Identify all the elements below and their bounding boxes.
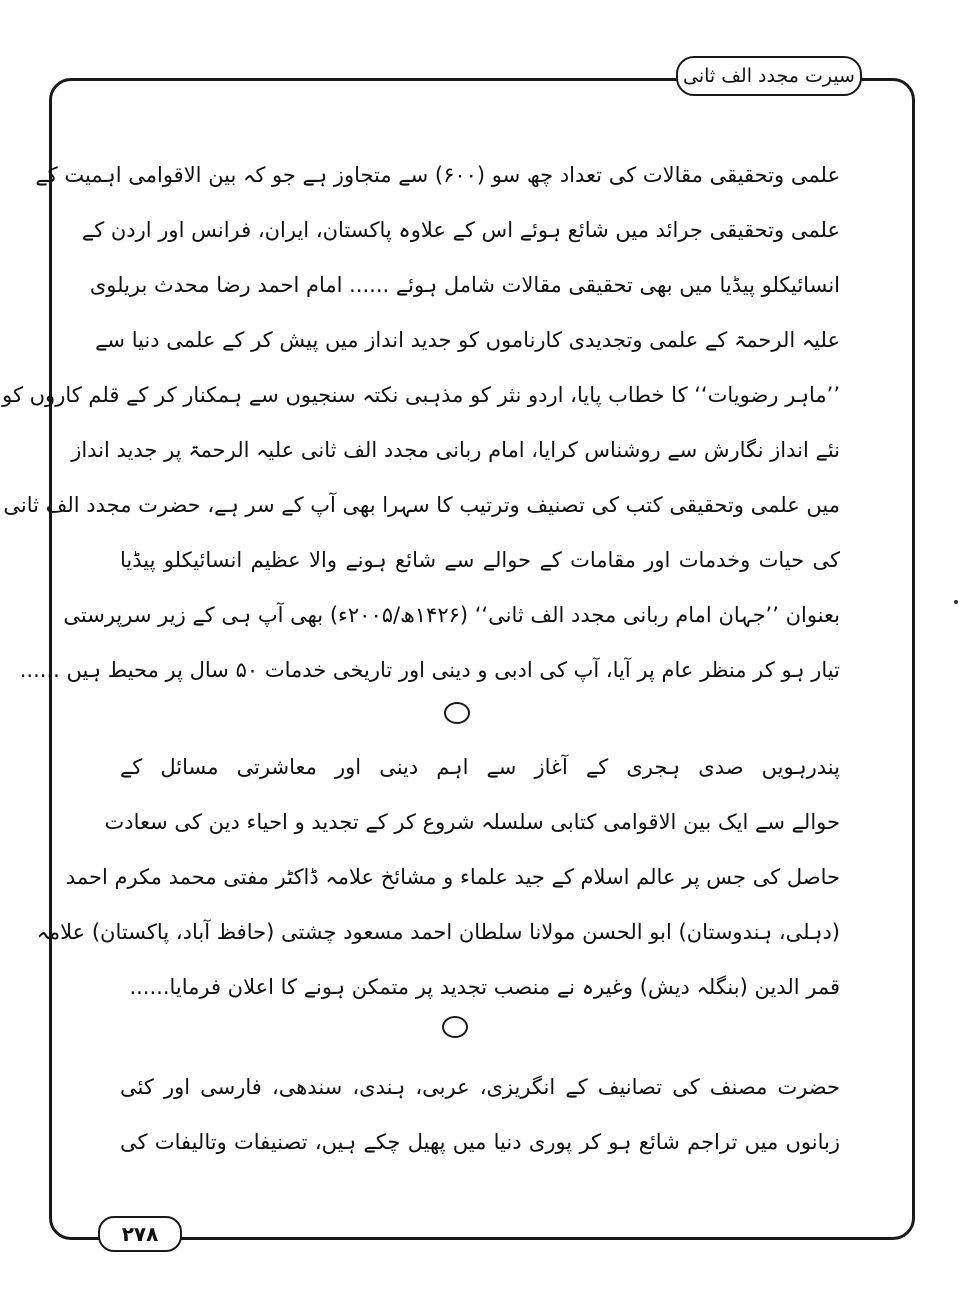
text-line: قمر الدین (بنگلہ دیش) وغیرہ نے منصب تجدید پر متمکن ہونے کا اعلان فرمایا...... <box>129 975 840 999</box>
page-number: ۲۷۸ <box>121 1222 159 1246</box>
text-line: زبانوں میں تراجم شائع ہو کر پوری دنیا میں پھیل چکے ہیں، تصنیفات وتالیفات کی <box>120 1130 840 1154</box>
text-line: علمی وتحقیقی جرائد میں شائع ہوئے اس کے علاوہ پاکستان، ایران، فرانس اور اردن کے <box>81 218 840 242</box>
paragraph-1 <box>2 148 840 698</box>
text-line: پندرہویں صدی ہجری کے آغاز سے اہم دینی اور معاشرتی مسائل کے <box>120 755 840 779</box>
text-line: (دہلی، ہندوستان) ابو الحسن مولانا سلطان احمد مسعود چشتی (حافظ آباد، پاکستان) علامہ <box>36 920 840 944</box>
paragraph-3 <box>120 1060 840 1170</box>
text-line: علمی وتحقیقی مقالات کی تعداد چھ سو (۶۰۰) سے متجاوز ہے جو کہ بین الاقوامی اہمیت کے <box>35 163 840 187</box>
page-number-badge <box>98 1216 182 1252</box>
section-divider-circle <box>444 702 470 724</box>
text-line: حاصل کی جس پر عالم اسلام کے جید علماء و مشائخ علامہ ڈاکٹر مفتی محمد مکرم احمد <box>65 865 840 889</box>
paragraph-2 <box>36 740 840 1015</box>
text-line: کی حیات وخدمات اور مقامات کے حوالے سے شائع ہونے والا عظیم انسائیکلو پیڈیا <box>120 548 840 572</box>
section-divider-circle <box>442 1016 468 1038</box>
running-header-title: سیرت مجدد الف ثانی <box>683 65 855 87</box>
text-line: علیہ الرحمۃ کے علمی وتجدیدی کارناموں کو جدید انداز میں پیش کر کے علمی دنیا سے <box>95 328 840 352</box>
text-line: تیار ہو کر منظر عام پر آیا، آپ کی ادبی و دینی اور تاریخی خدمات ۵۰ سال پر محیط ہیں ...... <box>19 658 840 682</box>
scan-artifact-dot <box>954 600 958 604</box>
text-line: ’’ماہر رضویات‘‘ کا خطاب پایا، اردو نثر کو مذہبی نکتہ سنجیوں سے ہمکنار کر کے قلم کاروں کو <box>2 383 840 407</box>
text-line: انسائیکلو پیڈیا میں بھی تحقیقی مقالات شامل ہوئے ...... امام احمد رضا محدث بریلوی <box>89 273 840 297</box>
text-line: میں علمی وتحقیقی کتب کی تصنیف وترتیب کا سہرا بھی آپ کے سر ہے، حضرت مجدد الف ثانی <box>3 493 840 517</box>
text-line: حوالے سے ایک بین الاقوامی کتابی سلسلہ شروع کر کے تجدید و احیاء دین کی سعادت <box>104 810 840 834</box>
text-line: بعنوان ’’جہان امام ربانی مجدد الف ثانی‘‘ (۱۴۲۶ھ/۲۰۰۵ء) بھی آپ ہی کے زیر سرپرستی <box>63 603 840 627</box>
text-line: نئے انداز نگارش سے روشناس کرایا، امام ربانی مجدد الف ثانی علیہ الرحمۃ پر جدید انداز <box>71 438 840 462</box>
running-header <box>676 56 862 96</box>
text-line: حضرت مصنف کی تصانیف کے انگریزی، عربی، ہندی، سندھی، فارسی اور کئی <box>120 1075 840 1099</box>
